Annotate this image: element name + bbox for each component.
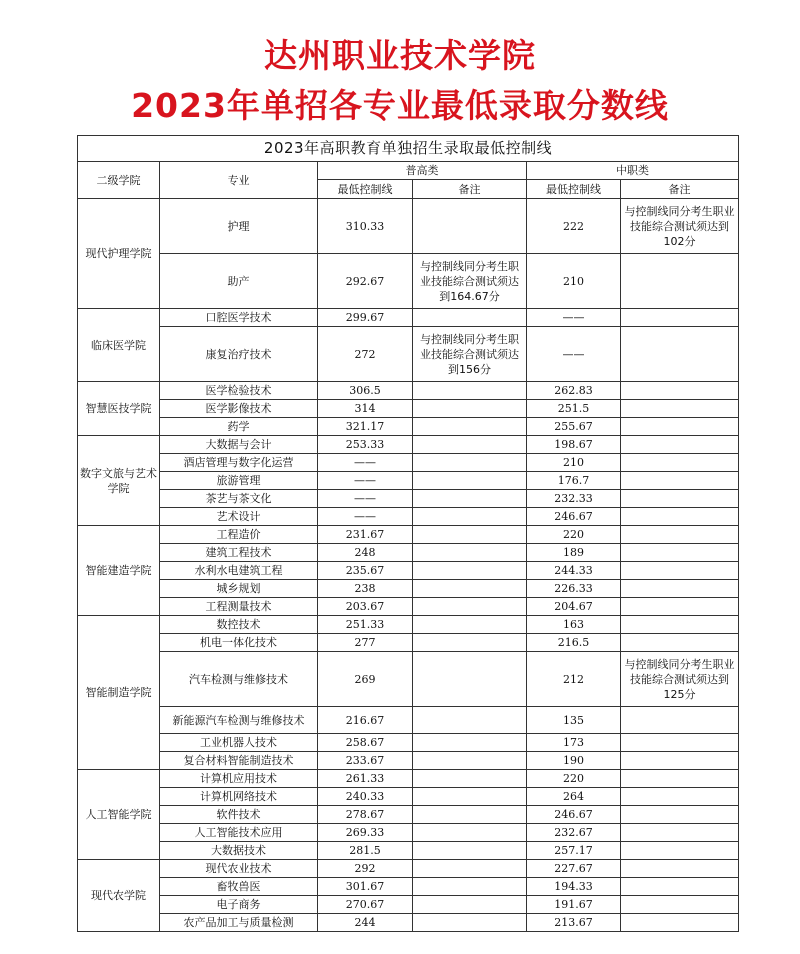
major-cell: 医学检验技术: [160, 382, 318, 400]
table-row: [78, 806, 739, 824]
college-cell: 人工智能学院: [78, 770, 160, 860]
college-cell: 现代护理学院: [78, 199, 160, 309]
vocational-note-cell: [621, 454, 739, 472]
header-general: 普高类: [318, 162, 527, 180]
vocational-score-cell: 194.33: [527, 878, 621, 896]
general-score-cell: 301.67: [318, 878, 413, 896]
general-note-cell: [413, 878, 527, 896]
vocational-score-cell: 251.5: [527, 400, 621, 418]
vocational-note-cell: [621, 562, 739, 580]
vocational-score-cell: 216.5: [527, 634, 621, 652]
major-cell: 口腔医学技术: [160, 309, 318, 327]
general-score-cell: 203.67: [318, 598, 413, 616]
vocational-score-cell: 135: [527, 707, 621, 734]
major-cell: 汽车检测与维修技术: [160, 652, 318, 707]
vocational-note-cell: [621, 526, 739, 544]
vocational-score-cell: ——: [527, 327, 621, 382]
vocational-note-cell: 与控制线同分考生职业技能综合测试须达到125分: [621, 652, 739, 707]
table-row: [78, 490, 739, 508]
vocational-note-cell: [621, 734, 739, 752]
general-score-cell: 233.67: [318, 752, 413, 770]
major-cell: 工程造价: [160, 526, 318, 544]
major-cell: 软件技术: [160, 806, 318, 824]
vocational-score-cell: 220: [527, 770, 621, 788]
general-note-cell: [413, 860, 527, 878]
page-subtitle: 2023年单招各专业最低录取分数线: [131, 86, 669, 125]
table-row: [78, 598, 739, 616]
table-row: [78, 770, 739, 788]
general-note-cell: [413, 770, 527, 788]
table-row: [78, 472, 739, 490]
general-note-cell: [413, 526, 527, 544]
college-cell: 临床医学院: [78, 309, 160, 382]
general-score-cell: 292.67: [318, 254, 413, 309]
general-note-cell: [413, 400, 527, 418]
general-note-cell: [413, 508, 527, 526]
general-score-cell: 310.33: [318, 199, 413, 254]
table-row: [78, 327, 739, 382]
general-note-cell: [413, 544, 527, 562]
major-cell: 艺术设计: [160, 508, 318, 526]
general-score-cell: 314: [318, 400, 413, 418]
vocational-score-cell: 257.17: [527, 842, 621, 860]
header-general-min-line: 最低控制线: [318, 180, 413, 199]
general-note-cell: [413, 199, 527, 254]
vocational-note-cell: [621, 707, 739, 734]
general-note-cell: 与控制线同分考生职业技能综合测试须达到156分: [413, 327, 527, 382]
general-score-cell: 231.67: [318, 526, 413, 544]
general-note-cell: [413, 752, 527, 770]
vocational-note-cell: [621, 544, 739, 562]
major-cell: 医学影像技术: [160, 400, 318, 418]
vocational-note-cell: [621, 752, 739, 770]
major-cell: 大数据与会计: [160, 436, 318, 454]
major-cell: 现代农业技术: [160, 860, 318, 878]
general-score-cell: 292: [318, 860, 413, 878]
general-note-cell: [413, 309, 527, 327]
major-cell: 大数据技术: [160, 842, 318, 860]
table-row: [78, 707, 739, 734]
header-row-1: [78, 162, 739, 180]
page-title: 达州职业技术学院: [264, 36, 536, 75]
major-cell: 工程测量技术: [160, 598, 318, 616]
header-vocational: 中职类: [527, 162, 739, 180]
vocational-note-cell: [621, 327, 739, 382]
major-cell: 计算机应用技术: [160, 770, 318, 788]
major-cell: 畜牧兽医: [160, 878, 318, 896]
vocational-score-cell: 232.67: [527, 824, 621, 842]
vocational-note-cell: [621, 254, 739, 309]
general-note-cell: [413, 616, 527, 634]
vocational-score-cell: 212: [527, 652, 621, 707]
table-row: [78, 544, 739, 562]
table-row: [78, 842, 739, 860]
vocational-score-cell: 262.83: [527, 382, 621, 400]
vocational-score-cell: 255.67: [527, 418, 621, 436]
general-score-cell: ——: [318, 472, 413, 490]
general-note-cell: [413, 490, 527, 508]
general-note-cell: [413, 562, 527, 580]
general-score-cell: ——: [318, 454, 413, 472]
vocational-note-cell: [621, 616, 739, 634]
vocational-note-cell: [621, 508, 739, 526]
college-cell: 智慧医技学院: [78, 382, 160, 436]
general-note-cell: [413, 788, 527, 806]
vocational-note-cell: [621, 382, 739, 400]
vocational-note-cell: [621, 598, 739, 616]
table-row: [78, 878, 739, 896]
general-note-cell: [413, 580, 527, 598]
major-cell: 助产: [160, 254, 318, 309]
general-note-cell: [413, 707, 527, 734]
general-note-cell: [413, 454, 527, 472]
general-score-cell: 253.33: [318, 436, 413, 454]
general-score-cell: 281.5: [318, 842, 413, 860]
vocational-note-cell: [621, 309, 739, 327]
major-cell: 药学: [160, 418, 318, 436]
table-row: [78, 752, 739, 770]
vocational-score-cell: 191.67: [527, 896, 621, 914]
general-score-cell: 321.17: [318, 418, 413, 436]
general-note-cell: [413, 472, 527, 490]
general-note-cell: [413, 652, 527, 707]
major-cell: 复合材料智能制造技术: [160, 752, 318, 770]
vocational-note-cell: [621, 436, 739, 454]
table-row: [78, 454, 739, 472]
vocational-note-cell: [621, 788, 739, 806]
major-cell: 建筑工程技术: [160, 544, 318, 562]
vocational-score-cell: 190: [527, 752, 621, 770]
vocational-note-cell: [621, 472, 739, 490]
vocational-note-cell: 与控制线同分考生职业技能综合测试须达到102分: [621, 199, 739, 254]
vocational-score-cell: 176.7: [527, 472, 621, 490]
vocational-note-cell: [621, 400, 739, 418]
general-note-cell: [413, 842, 527, 860]
general-note-cell: [413, 436, 527, 454]
vocational-score-cell: 246.67: [527, 508, 621, 526]
vocational-score-cell: 222: [527, 199, 621, 254]
vocational-score-cell: 204.67: [527, 598, 621, 616]
vocational-score-cell: 189: [527, 544, 621, 562]
vocational-note-cell: [621, 806, 739, 824]
major-cell: 人工智能技术应用: [160, 824, 318, 842]
general-score-cell: 251.33: [318, 616, 413, 634]
vocational-score-cell: 227.67: [527, 860, 621, 878]
vocational-note-cell: [621, 842, 739, 860]
major-cell: 新能源汽车检测与维修技术: [160, 707, 318, 734]
table-row: [78, 254, 739, 309]
table-row: [78, 418, 739, 436]
table-row: [78, 914, 739, 932]
general-score-cell: 269.33: [318, 824, 413, 842]
general-note-cell: [413, 418, 527, 436]
general-score-cell: 269: [318, 652, 413, 707]
general-score-cell: 216.67: [318, 707, 413, 734]
general-note-cell: [413, 824, 527, 842]
major-cell: 酒店管理与数字化运营: [160, 454, 318, 472]
vocational-note-cell: [621, 878, 739, 896]
table-row: [78, 860, 739, 878]
major-cell: 旅游管理: [160, 472, 318, 490]
major-cell: 农产品加工与质量检测: [160, 914, 318, 932]
general-note-cell: [413, 598, 527, 616]
table-row: [78, 652, 739, 707]
table-caption: 2023年高职教育单独招生录取最低控制线: [78, 136, 739, 162]
vocational-score-cell: 210: [527, 254, 621, 309]
general-note-cell: [413, 734, 527, 752]
general-score-cell: 248: [318, 544, 413, 562]
college-cell: 智能建造学院: [78, 526, 160, 616]
vocational-note-cell: [621, 418, 739, 436]
vocational-score-cell: ——: [527, 309, 621, 327]
general-score-cell: 277: [318, 634, 413, 652]
vocational-score-cell: 213.67: [527, 914, 621, 932]
general-score-cell: 258.67: [318, 734, 413, 752]
general-score-cell: 240.33: [318, 788, 413, 806]
major-cell: 电子商务: [160, 896, 318, 914]
vocational-note-cell: [621, 914, 739, 932]
general-score-cell: 306.5: [318, 382, 413, 400]
vocational-score-cell: 226.33: [527, 580, 621, 598]
college-cell: 现代农学院: [78, 860, 160, 932]
header-vocational-remark: 备注: [621, 180, 739, 199]
general-score-cell: ——: [318, 508, 413, 526]
vocational-note-cell: [621, 490, 739, 508]
table-caption-row: [78, 136, 739, 162]
vocational-score-cell: 198.67: [527, 436, 621, 454]
table-row: [78, 400, 739, 418]
vocational-note-cell: [621, 580, 739, 598]
major-cell: 工业机器人技术: [160, 734, 318, 752]
vocational-score-cell: 246.67: [527, 806, 621, 824]
vocational-note-cell: [621, 896, 739, 914]
vocational-score-cell: 210: [527, 454, 621, 472]
header-vocational-min-line: 最低控制线: [527, 180, 621, 199]
table-row: [78, 824, 739, 842]
college-cell: 数字文旅与艺术学院: [78, 436, 160, 526]
major-cell: 数控技术: [160, 616, 318, 634]
table-row: [78, 382, 739, 400]
header-major: 专业: [160, 162, 318, 199]
general-score-cell: 235.67: [318, 562, 413, 580]
vocational-note-cell: [621, 860, 739, 878]
table-row: [78, 616, 739, 634]
table-row: [78, 199, 739, 254]
general-score-cell: 299.67: [318, 309, 413, 327]
table-row: [78, 580, 739, 598]
general-note-cell: 与控制线同分考生职业技能综合测试须达到164.67分: [413, 254, 527, 309]
general-note-cell: [413, 382, 527, 400]
general-score-cell: ——: [318, 490, 413, 508]
vocational-score-cell: 220: [527, 526, 621, 544]
table-row: [78, 526, 739, 544]
vocational-score-cell: 264: [527, 788, 621, 806]
vocational-score-cell: 163: [527, 616, 621, 634]
college-cell: 智能制造学院: [78, 616, 160, 770]
major-cell: 城乡规划: [160, 580, 318, 598]
general-score-cell: 272: [318, 327, 413, 382]
major-cell: 茶艺与茶文化: [160, 490, 318, 508]
vocational-score-cell: 244.33: [527, 562, 621, 580]
general-score-cell: 244: [318, 914, 413, 932]
major-cell: 计算机网络技术: [160, 788, 318, 806]
general-score-cell: 278.67: [318, 806, 413, 824]
general-note-cell: [413, 634, 527, 652]
major-cell: 康复治疗技术: [160, 327, 318, 382]
header-general-remark: 备注: [413, 180, 527, 199]
vocational-note-cell: [621, 770, 739, 788]
table-row: [78, 634, 739, 652]
general-note-cell: [413, 914, 527, 932]
general-note-cell: [413, 896, 527, 914]
major-cell: 机电一体化技术: [160, 634, 318, 652]
table-row: [78, 562, 739, 580]
vocational-note-cell: [621, 824, 739, 842]
general-score-cell: 270.67: [318, 896, 413, 914]
vocational-score-cell: 232.33: [527, 490, 621, 508]
score-table: [77, 135, 739, 932]
major-cell: 护理: [160, 199, 318, 254]
general-note-cell: [413, 806, 527, 824]
vocational-score-cell: 173: [527, 734, 621, 752]
general-score-cell: 261.33: [318, 770, 413, 788]
table-row: [78, 309, 739, 327]
table-row: [78, 788, 739, 806]
table-row: [78, 896, 739, 914]
header-college: 二级学院: [78, 162, 160, 199]
table-row: [78, 734, 739, 752]
table-row: [78, 436, 739, 454]
vocational-note-cell: [621, 634, 739, 652]
general-score-cell: 238: [318, 580, 413, 598]
major-cell: 水利水电建筑工程: [160, 562, 318, 580]
table-row: [78, 508, 739, 526]
